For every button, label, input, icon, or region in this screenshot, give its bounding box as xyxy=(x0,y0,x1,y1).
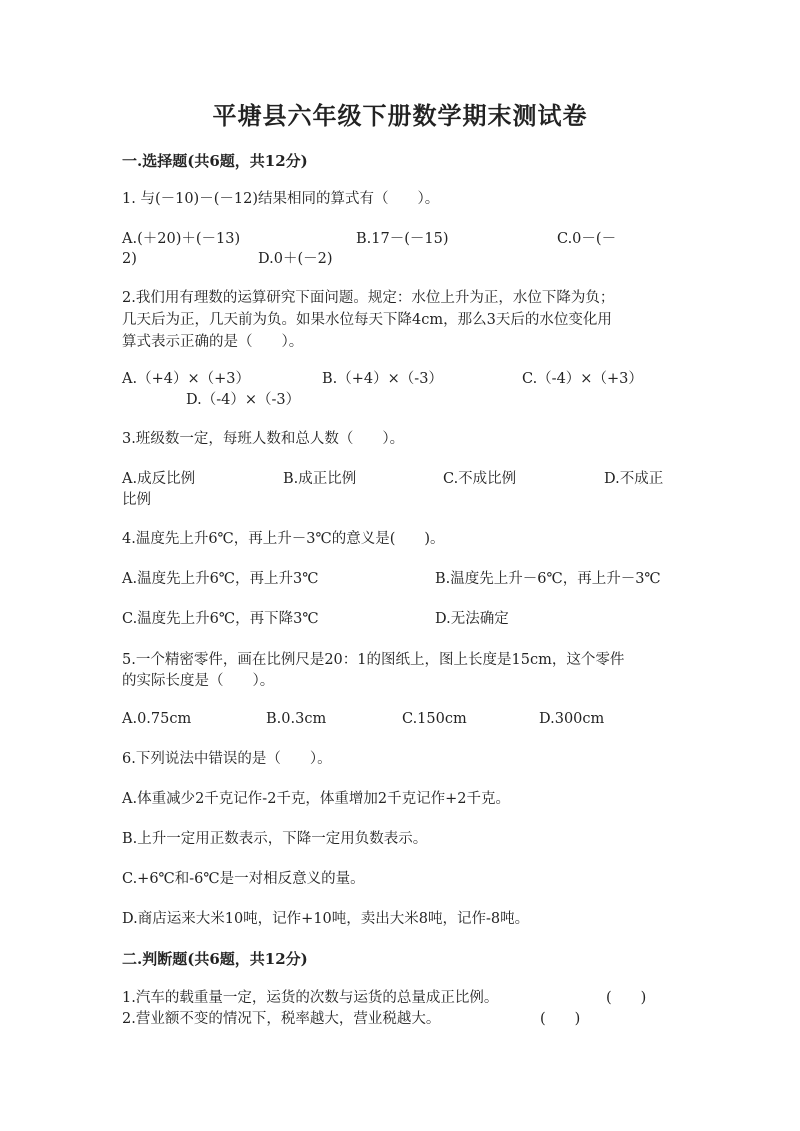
question-5-option-b: B.0.3cm xyxy=(266,711,327,727)
question-4-option-d: D.无法确定 xyxy=(435,611,509,627)
question-2-stem-line-3: 算式表示正确的是（ ）。 xyxy=(122,334,304,350)
question-2-stem-line-1: 2.我们用有理数的运算研究下面问题。规定：水位上升为正，水位下降为负； xyxy=(122,290,615,306)
question-3-option-a: A.成反比例 xyxy=(122,471,196,487)
question-6-option-a: A.体重减少2千克记作-2千克，体重增加2千克记作+2千克。 xyxy=(122,791,511,807)
question-3-option-d: D.不成正 xyxy=(604,471,664,487)
question-4-stem: 4.温度先上升6℃，再上升－3℃的意义是( )。 xyxy=(122,531,445,547)
question-5-option-c: C.150cm xyxy=(402,711,467,727)
question-6-option-d: D.商店运来大米10吨，记作+10吨，卖出大米8吨，记作-8吨。 xyxy=(122,911,530,927)
question-2-option-b: B.（+4）×（-3） xyxy=(322,371,443,387)
judgment-2-text: 2.营业额不变的情况下，税率越大，营业税越大。 xyxy=(122,1011,441,1027)
question-2-option-d: D.（-4）×（-3） xyxy=(186,392,301,408)
question-6-option-b: B.上升一定用正数表示，下降一定用负数表示。 xyxy=(122,831,428,847)
question-1-option-b: B.17－(－15) xyxy=(356,231,449,247)
judgment-2-answer-paren: ( ) xyxy=(540,1011,581,1027)
question-1-option-c-cont: 2) xyxy=(122,251,137,267)
question-1-option-a: A.(＋20)＋(－13) xyxy=(122,231,241,247)
question-3-option-d-cont: 比例 xyxy=(122,492,151,508)
question-1-option-c: C.0－(－ xyxy=(557,231,617,247)
question-6-option-c: C.+6℃和-6℃是一对相反意义的量。 xyxy=(122,871,365,887)
question-2-option-c: C.（-4）×（+3） xyxy=(522,371,643,387)
question-2-option-a: A.（+4）×（+3） xyxy=(122,371,250,387)
section-heading-judgment: 二.判断题(共6题，共12分) xyxy=(122,950,308,968)
question-3-option-b: B.成正比例 xyxy=(283,471,357,487)
question-5-option-d: D.300cm xyxy=(539,711,605,727)
question-3-option-c: C.不成比例 xyxy=(443,471,517,487)
question-5-stem-line-1: 5.一个精密零件，画在比例尺是20：1的图纸上，图上长度是15cm，这个零件 xyxy=(122,652,625,668)
question-1-option-d: D.0＋(－2) xyxy=(258,251,333,267)
question-1-stem: 1. 与(－10)－(－12)结果相同的算式有（ ）。 xyxy=(122,191,440,207)
judgment-1-answer-paren: ( ) xyxy=(606,990,647,1006)
question-5-stem-line-2: 的实际长度是（ ）。 xyxy=(122,673,275,689)
question-4-option-a: A.温度先上升6℃，再上升3℃ xyxy=(122,571,319,587)
question-5-option-a: A.0.75cm xyxy=(122,711,192,727)
page-title: 平塘县六年级下册数学期末测试卷 xyxy=(212,101,588,130)
judgment-1-text: 1.汽车的载重量一定，运货的次数与运货的总量成正比例。 xyxy=(122,990,499,1006)
question-3-stem: 3.班级数一定，每班人数和总人数（ ）。 xyxy=(122,431,405,447)
section-heading-choice: 一.选择题(共6题，共12分) xyxy=(122,152,308,170)
question-4-option-c: C.温度先上升6℃，再下降3℃ xyxy=(122,611,319,627)
question-2-stem-line-2: 几天后为正，几天前为负。如果水位每天下降4cm，那么3天后的水位变化用 xyxy=(122,312,612,328)
question-6-stem: 6.下列说法中错误的是（ ）。 xyxy=(122,751,332,767)
question-4-option-b: B.温度先上升－6℃，再上升－3℃ xyxy=(435,571,661,587)
